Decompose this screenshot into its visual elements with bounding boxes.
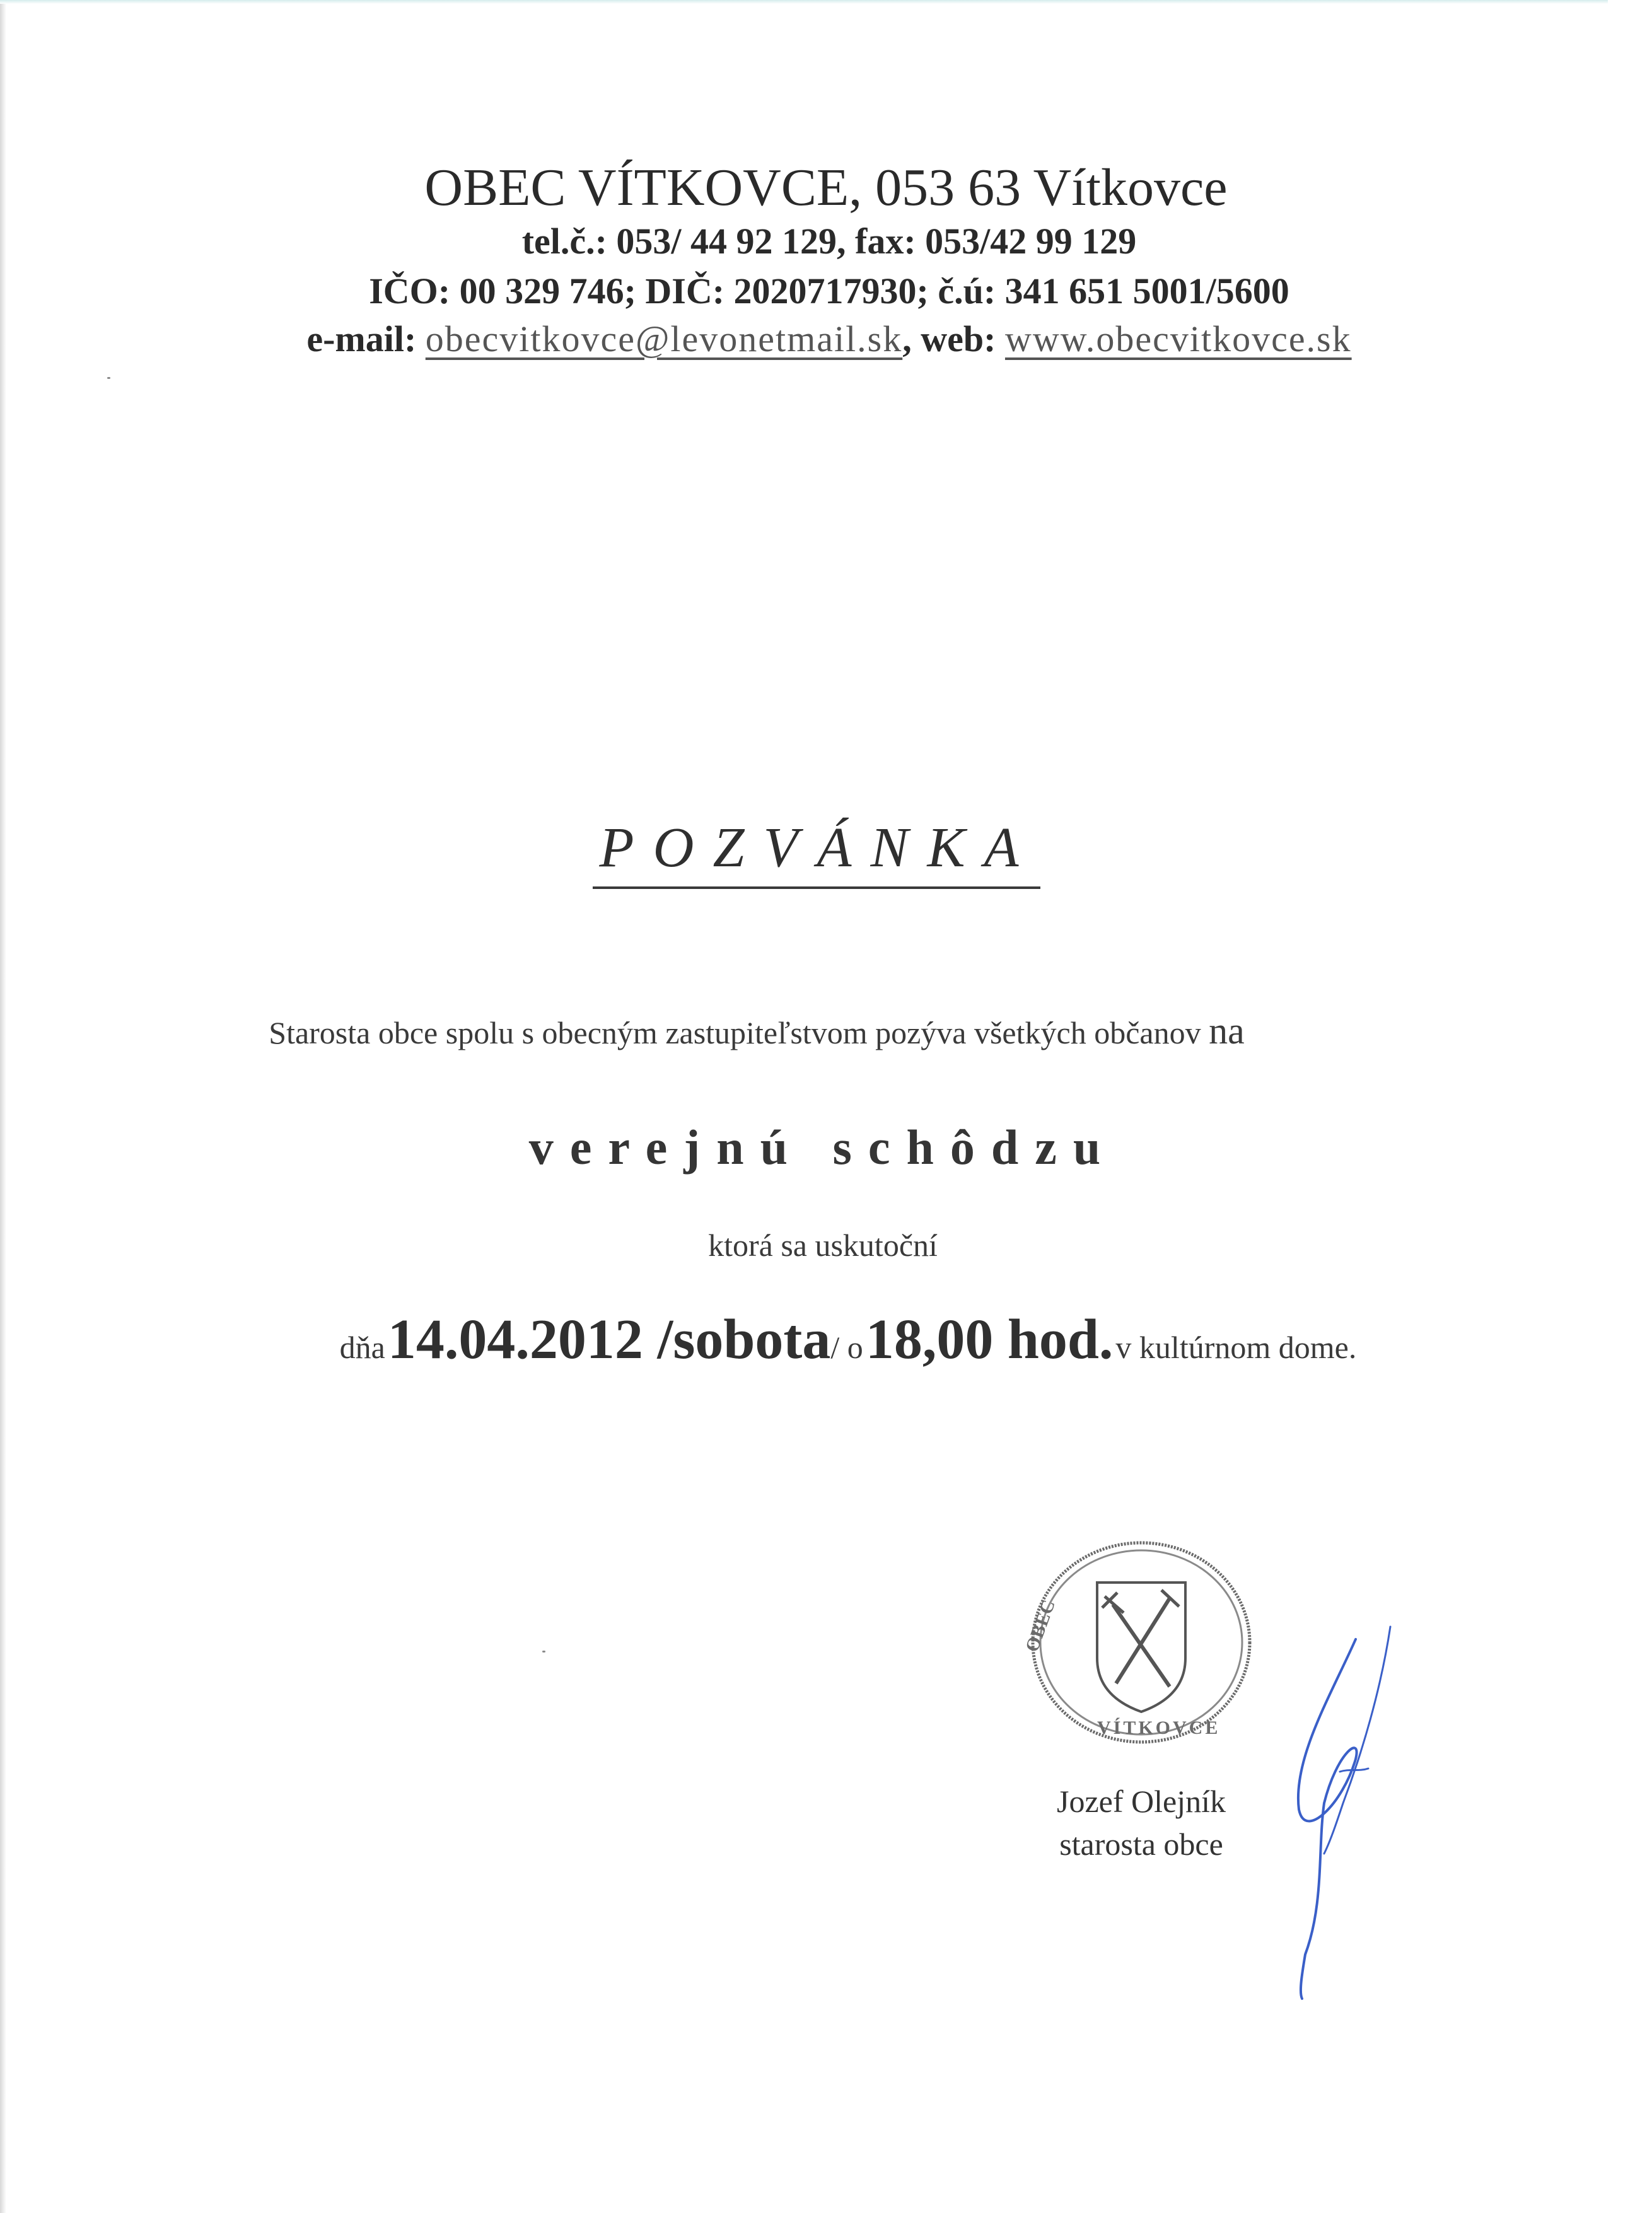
meeting-date: 14.04.2012 /sobota xyxy=(387,1308,831,1371)
stamp-lettering: OBEC xyxy=(1021,1597,1060,1655)
scan-edge-left xyxy=(0,0,6,2213)
intro-main: Starosta obce spolu s obecným zastupiteľstvom pozýva všetkých občanov xyxy=(269,1015,1201,1050)
intro-end: na xyxy=(1209,1010,1245,1052)
scan-edge-top xyxy=(0,0,1608,4)
scan-speck xyxy=(107,377,110,379)
email-label: e-mail: xyxy=(306,318,417,359)
meeting-heading: verejnú schôdzu xyxy=(528,1120,1117,1175)
email-link[interactable]: obecvitkovce@levonetmail.sk xyxy=(425,318,903,359)
ktora-text: ktorá sa uskutoční xyxy=(708,1228,938,1263)
stamp-lettering-2: VÍTKOVCE xyxy=(1097,1717,1221,1738)
web-link[interactable]: www.obecvitkovce.sk xyxy=(1004,318,1352,359)
header-org-name: OBEC VÍTKOVCE, 053 63 Vítkovce xyxy=(424,158,1228,217)
document-title: POZVÁNKA xyxy=(593,813,1040,889)
signer-title: starosta obce xyxy=(1059,1827,1223,1862)
time-prefix: / o xyxy=(830,1330,863,1365)
handwritten-signature xyxy=(1280,1614,1444,2005)
municipal-stamp xyxy=(1021,1538,1255,1746)
header-phone-fax: tel.č.: 053/ 44 92 129, fax: 053/42 99 129 xyxy=(521,221,1137,262)
header-ids: IČO: 00 329 746; DIČ: 2020717930; č.ú: 341 651 5001/5600 xyxy=(369,270,1289,311)
date-prefix: dňa xyxy=(339,1330,385,1365)
date-line xyxy=(44,1305,1652,1390)
title-wrap xyxy=(0,813,1608,889)
web-label: , web: xyxy=(902,318,996,359)
intro-text xyxy=(0,1009,1561,1055)
signer-name: Jozef Olejník xyxy=(1057,1784,1226,1819)
meeting-place: v kultúrnom dome. xyxy=(1115,1330,1357,1365)
meeting-time: 18,00 hod. xyxy=(865,1308,1114,1371)
header-email-web xyxy=(25,317,1633,361)
scan-speck xyxy=(542,1651,545,1652)
